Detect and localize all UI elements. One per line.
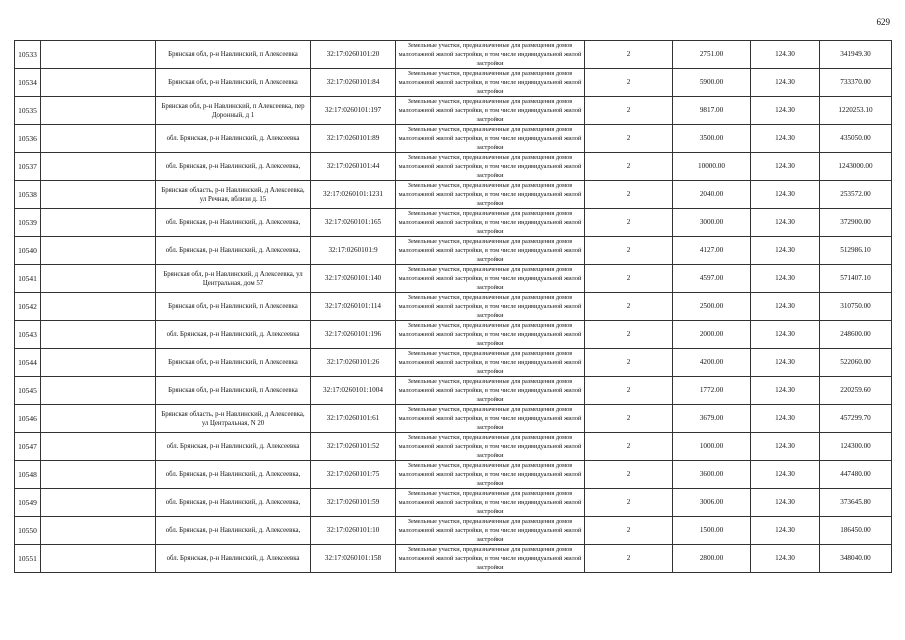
empty-cell <box>41 265 156 293</box>
empty-cell <box>41 545 156 573</box>
row-number: 10548 <box>15 461 41 489</box>
category-cell: 2 <box>585 41 673 69</box>
rate-cell: 124.30 <box>751 209 820 237</box>
area-cell: 2800.00 <box>673 545 751 573</box>
rate-cell: 124.30 <box>751 461 820 489</box>
land-use-cell: Земельные участки, предназначенные для размещения домов малоэтажной жилой застройки, в том числе индивидуальной жилой застройки <box>396 321 585 349</box>
address-cell: Брянская область, р-н Навлинский, д Алексеевка, ул Центральная, N 20 <box>156 405 311 433</box>
row-number: 10542 <box>15 293 41 321</box>
area-cell: 2751.00 <box>673 41 751 69</box>
area-cell: 9817.00 <box>673 97 751 125</box>
cadastral-number-cell: 32:17:0260101:140 <box>311 265 396 293</box>
total-value-cell: 186450.00 <box>820 517 892 545</box>
empty-cell <box>41 461 156 489</box>
empty-cell <box>41 293 156 321</box>
category-cell: 2 <box>585 545 673 573</box>
row-number: 10543 <box>15 321 41 349</box>
row-number: 10546 <box>15 405 41 433</box>
total-value-cell: 733370.00 <box>820 69 892 97</box>
rate-cell: 124.30 <box>751 349 820 377</box>
rate-cell: 124.30 <box>751 517 820 545</box>
land-use-cell: Земельные участки, предназначенные для размещения домов малоэтажной жилой застройки, в том числе индивидуальной жилой застройки <box>396 489 585 517</box>
total-value-cell: 248600.00 <box>820 321 892 349</box>
address-cell: Брянская обл, р-н Навлинский, п Алексеевка <box>156 349 311 377</box>
area-cell: 3600.00 <box>673 461 751 489</box>
empty-cell <box>41 209 156 237</box>
area-cell: 3006.00 <box>673 489 751 517</box>
empty-cell <box>41 181 156 209</box>
land-use-cell: Земельные участки, предназначенные для размещения домов малоэтажной жилой застройки, в том числе индивидуальной жилой застройки <box>396 461 585 489</box>
cadastral-number-cell: 32:17:0260101:84 <box>311 69 396 97</box>
rate-cell: 124.30 <box>751 69 820 97</box>
table-row <box>15 153 892 181</box>
empty-cell <box>41 237 156 265</box>
area-cell: 10000.00 <box>673 153 751 181</box>
rate-cell: 124.30 <box>751 545 820 573</box>
land-use-cell: Земельные участки, предназначенные для размещения домов малоэтажной жилой застройки, в том числе индивидуальной жилой застройки <box>396 125 585 153</box>
rate-cell: 124.30 <box>751 377 820 405</box>
table-row <box>15 321 892 349</box>
category-cell: 2 <box>585 293 673 321</box>
cadastral-number-cell: 32:17:0260101:196 <box>311 321 396 349</box>
table-row <box>15 489 892 517</box>
row-number: 10533 <box>15 41 41 69</box>
rate-cell: 124.30 <box>751 153 820 181</box>
land-use-cell: Земельные участки, предназначенные для размещения домов малоэтажной жилой застройки, в том числе индивидуальной жилой застройки <box>396 97 585 125</box>
address-cell: обл. Брянская, р-н Навлинский, д. Алексеевка <box>156 433 311 461</box>
cadastral-number-cell: 32:17:0260101:1231 <box>311 181 396 209</box>
category-cell: 2 <box>585 69 673 97</box>
category-cell: 2 <box>585 209 673 237</box>
land-use-cell: Земельные участки, предназначенные для размещения домов малоэтажной жилой застройки, в том числе индивидуальной жилой застройки <box>396 377 585 405</box>
category-cell: 2 <box>585 461 673 489</box>
total-value-cell: 435050.00 <box>820 125 892 153</box>
address-cell: обл. Брянская, р-н Навлинский, д. Алексеевка, <box>156 517 311 545</box>
category-cell: 2 <box>585 97 673 125</box>
total-value-cell: 457299.70 <box>820 405 892 433</box>
rate-cell: 124.30 <box>751 125 820 153</box>
total-value-cell: 341949.30 <box>820 41 892 69</box>
land-use-cell: Земельные участки, предназначенные для размещения домов малоэтажной жилой застройки, в том числе индивидуальной жилой застройки <box>396 41 585 69</box>
rate-cell: 124.30 <box>751 489 820 517</box>
rate-cell: 124.30 <box>751 97 820 125</box>
table-row <box>15 349 892 377</box>
total-value-cell: 372900.00 <box>820 209 892 237</box>
table-row <box>15 209 892 237</box>
land-use-cell: Земельные участки, предназначенные для размещения домов малоэтажной жилой застройки, в том числе индивидуальной жилой застройки <box>396 69 585 97</box>
row-number: 10551 <box>15 545 41 573</box>
cadastral-number-cell: 32:17:0260101:197 <box>311 97 396 125</box>
area-cell: 1000.00 <box>673 433 751 461</box>
table-row <box>15 377 892 405</box>
row-number: 10540 <box>15 237 41 265</box>
row-number: 10535 <box>15 97 41 125</box>
row-number: 10538 <box>15 181 41 209</box>
total-value-cell: 310750.00 <box>820 293 892 321</box>
row-number: 10536 <box>15 125 41 153</box>
table-row <box>15 517 892 545</box>
table-row <box>15 97 892 125</box>
area-cell: 4127.00 <box>673 237 751 265</box>
land-use-cell: Земельные участки, предназначенные для размещения домов малоэтажной жилой застройки, в том числе индивидуальной жилой застройки <box>396 349 585 377</box>
empty-cell <box>41 433 156 461</box>
table-row <box>15 69 892 97</box>
total-value-cell: 571407.10 <box>820 265 892 293</box>
area-cell: 2000.00 <box>673 321 751 349</box>
rate-cell: 124.30 <box>751 181 820 209</box>
category-cell: 2 <box>585 405 673 433</box>
row-number: 10545 <box>15 377 41 405</box>
total-value-cell: 348040.00 <box>820 545 892 573</box>
land-registry-table <box>14 40 892 573</box>
row-number: 10534 <box>15 69 41 97</box>
address-cell: обл. Брянская, р-н Навлинский, д. Алексеевка, <box>156 237 311 265</box>
area-cell: 5900.00 <box>673 69 751 97</box>
land-use-cell: Земельные участки, предназначенные для размещения домов малоэтажной жилой застройки, в том числе индивидуальной жилой застройки <box>396 517 585 545</box>
rate-cell: 124.30 <box>751 265 820 293</box>
total-value-cell: 1243000.00 <box>820 153 892 181</box>
land-use-cell: Земельные участки, предназначенные для размещения домов малоэтажной жилой застройки, в том числе индивидуальной жилой застройки <box>396 209 585 237</box>
table-row <box>15 433 892 461</box>
cadastral-number-cell: 32:17:0260101:89 <box>311 125 396 153</box>
empty-cell <box>41 153 156 181</box>
table-row <box>15 181 892 209</box>
address-cell: обл. Брянская, р-н Навлинский, д. Алексеевка, <box>156 209 311 237</box>
empty-cell <box>41 489 156 517</box>
category-cell: 2 <box>585 433 673 461</box>
address-cell: Брянская обл, р-н Навлинский, п Алексеевка <box>156 293 311 321</box>
area-cell: 1772.00 <box>673 377 751 405</box>
total-value-cell: 447480.00 <box>820 461 892 489</box>
category-cell: 2 <box>585 349 673 377</box>
table-row <box>15 405 892 433</box>
address-cell: Брянская обл, р-н Навлинский, д Алексеевка, ул Центральная, дом 57 <box>156 265 311 293</box>
cadastral-number-cell: 32:17:0260101:52 <box>311 433 396 461</box>
address-cell: обл. Брянская, р-н Навлинский, д. Алексеевка <box>156 125 311 153</box>
total-value-cell: 220259.60 <box>820 377 892 405</box>
address-cell: Брянская обл, р-н Навлинский, п Алексеевка <box>156 41 311 69</box>
row-number: 10547 <box>15 433 41 461</box>
cadastral-number-cell: 32:17:0260101:26 <box>311 349 396 377</box>
table-body <box>15 41 892 573</box>
table-row <box>15 125 892 153</box>
cadastral-number-cell: 32:17:0260101:75 <box>311 461 396 489</box>
table-row <box>15 461 892 489</box>
land-use-cell: Земельные участки, предназначенные для размещения домов малоэтажной жилой застройки, в том числе индивидуальной жилой застройки <box>396 265 585 293</box>
row-number: 10539 <box>15 209 41 237</box>
area-cell: 2040.00 <box>673 181 751 209</box>
area-cell: 2500.00 <box>673 293 751 321</box>
address-cell: Брянская область, р-н Навлинский, д Алексеевка, ул Речная, вблизи д. 15 <box>156 181 311 209</box>
area-cell: 4597.00 <box>673 265 751 293</box>
empty-cell <box>41 69 156 97</box>
empty-cell <box>41 349 156 377</box>
cadastral-number-cell: 32:17:0260101:9 <box>311 237 396 265</box>
cadastral-number-cell: 32:17:0260101:61 <box>311 405 396 433</box>
table-row <box>15 41 892 69</box>
land-use-cell: Земельные участки, предназначенные для размещения домов малоэтажной жилой застройки, в том числе индивидуальной жилой застройки <box>396 293 585 321</box>
row-number: 10549 <box>15 489 41 517</box>
empty-cell <box>41 125 156 153</box>
cadastral-number-cell: 32:17:0260101:20 <box>311 41 396 69</box>
empty-cell <box>41 97 156 125</box>
category-cell: 2 <box>585 237 673 265</box>
address-cell: обл. Брянская, р-н Навлинский, д. Алексеевка, <box>156 489 311 517</box>
address-cell: Брянская обл, р-н Навлинский, п Алексеевка <box>156 377 311 405</box>
category-cell: 2 <box>585 377 673 405</box>
category-cell: 2 <box>585 125 673 153</box>
rate-cell: 124.30 <box>751 321 820 349</box>
area-cell: 3679.00 <box>673 405 751 433</box>
total-value-cell: 522060.00 <box>820 349 892 377</box>
empty-cell <box>41 517 156 545</box>
area-cell: 3000.00 <box>673 209 751 237</box>
category-cell: 2 <box>585 181 673 209</box>
total-value-cell: 253572.00 <box>820 181 892 209</box>
row-number: 10544 <box>15 349 41 377</box>
total-value-cell: 373645.80 <box>820 489 892 517</box>
category-cell: 2 <box>585 265 673 293</box>
cadastral-number-cell: 32:17:0260101:59 <box>311 489 396 517</box>
land-use-cell: Земельные участки, предназначенные для размещения домов малоэтажной жилой застройки, в том числе индивидуальной жилой застройки <box>396 237 585 265</box>
address-cell: обл. Брянская, р-н Навлинский, д. Алексеевка, <box>156 153 311 181</box>
table-row <box>15 265 892 293</box>
row-number: 10537 <box>15 153 41 181</box>
rate-cell: 124.30 <box>751 237 820 265</box>
land-use-cell: Земельные участки, предназначенные для размещения домов малоэтажной жилой застройки, в том числе индивидуальной жилой застройки <box>396 181 585 209</box>
row-number: 10541 <box>15 265 41 293</box>
rate-cell: 124.30 <box>751 293 820 321</box>
empty-cell <box>41 321 156 349</box>
table-row <box>15 237 892 265</box>
total-value-cell: 124300.00 <box>820 433 892 461</box>
total-value-cell: 512986.10 <box>820 237 892 265</box>
row-number: 10550 <box>15 517 41 545</box>
rate-cell: 124.30 <box>751 433 820 461</box>
area-cell: 1500.00 <box>673 517 751 545</box>
address-cell: обл. Брянская, р-н Навлинский, д. Алексеевка <box>156 321 311 349</box>
cadastral-number-cell: 32:17:0260101:44 <box>311 153 396 181</box>
table-row <box>15 545 892 573</box>
cadastral-number-cell: 32:17:0260101:165 <box>311 209 396 237</box>
page-number: 629 <box>876 17 890 27</box>
empty-cell <box>41 405 156 433</box>
area-cell: 4200.00 <box>673 349 751 377</box>
table-row <box>15 293 892 321</box>
empty-cell <box>41 41 156 69</box>
category-cell: 2 <box>585 153 673 181</box>
land-use-cell: Земельные участки, предназначенные для размещения домов малоэтажной жилой застройки, в том числе индивидуальной жилой застройки <box>396 405 585 433</box>
land-use-cell: Земельные участки, предназначенные для размещения домов малоэтажной жилой застройки, в том числе индивидуальной жилой застройки <box>396 545 585 573</box>
cadastral-number-cell: 32:17:0260101:10 <box>311 517 396 545</box>
cadastral-number-cell: 32:17:0260101:158 <box>311 545 396 573</box>
cadastral-number-cell: 32:17:0260101:1004 <box>311 377 396 405</box>
category-cell: 2 <box>585 517 673 545</box>
land-use-cell: Земельные участки, предназначенные для размещения домов малоэтажной жилой застройки, в том числе индивидуальной жилой застройки <box>396 153 585 181</box>
area-cell: 3500.00 <box>673 125 751 153</box>
category-cell: 2 <box>585 321 673 349</box>
land-use-cell: Земельные участки, предназначенные для размещения домов малоэтажной жилой застройки, в том числе индивидуальной жилой застройки <box>396 433 585 461</box>
rate-cell: 124.30 <box>751 405 820 433</box>
address-cell: Брянская обл, р-н Навлинский, п Алексеевка <box>156 69 311 97</box>
empty-cell <box>41 377 156 405</box>
total-value-cell: 1220253.10 <box>820 97 892 125</box>
address-cell: Брянская обл, р-н Навлинский, п Алексеевка, пер Доронный, д 1 <box>156 97 311 125</box>
category-cell: 2 <box>585 489 673 517</box>
address-cell: обл. Брянская, р-н Навлинский, д. Алексеевка, <box>156 461 311 489</box>
rate-cell: 124.30 <box>751 41 820 69</box>
cadastral-number-cell: 32:17:0260101:114 <box>311 293 396 321</box>
address-cell: обл. Брянская, р-н Навлинский, д. Алексеевка <box>156 545 311 573</box>
